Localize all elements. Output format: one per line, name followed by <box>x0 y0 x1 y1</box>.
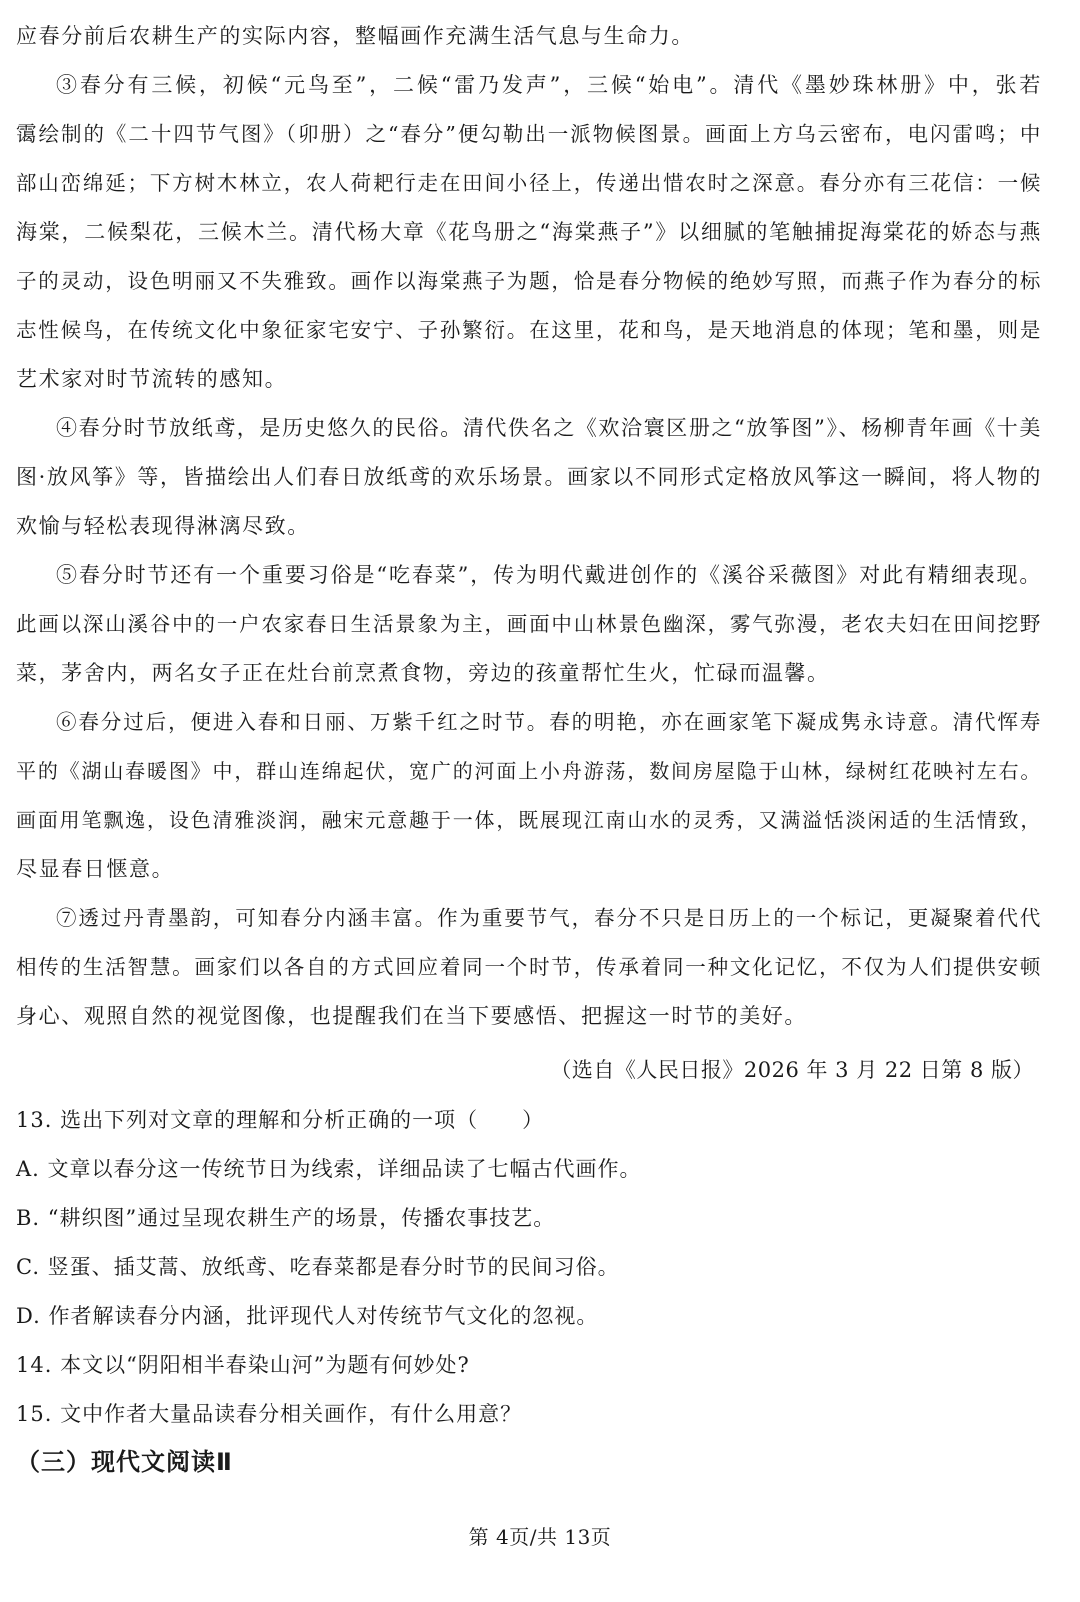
article-line: 海棠，二候梨花，三候木兰。清代杨大章《花鸟册之“海棠燕子”》以细腻的笔触捕捉海棠花的娇态与燕 <box>16 220 1042 244</box>
article-line: 子的灵动，设色明丽又不失雅致。画作以海棠燕子为题，恰是春分物候的绝妙写照，而燕子作为春分的标 <box>16 269 1042 293</box>
article-line: ④春分时节放纸鸢，是历史悠久的民俗。清代佚名之《欢洽寰区册之“放筝图”》、杨柳青年画《十美 <box>56 416 1042 440</box>
article-line: 平的《湖山春暖图》中，群山连绵起伏，宽广的河面上小舟游荡，数间房屋隐于山林，绿树红花映衬左右。 <box>16 759 1042 783</box>
article-line: 菜，茅舍内，两名女子正在灶台前烹煮食物，旁边的孩童帮忙生火，忙碌而温馨。 <box>16 661 830 685</box>
article-line: 尽显春日惬意。 <box>16 857 175 881</box>
answer-option: B. “耕织图”通过呈现农耕生产的场景，传播农事技艺。 <box>16 1206 556 1230</box>
article-line: 志性候鸟，在传统文化中象征家宅安宁、子孙繁衍。在这里，花和鸟，是天地消息的体现；笔和墨，则是 <box>16 318 1042 342</box>
article-body <box>16 12 1042 1041</box>
question-item: 14. 本文以“阴阳相半春染山河”为题有何妙处? <box>16 1353 470 1377</box>
article-line: 部山峦绵延；下方树木林立，农人荷耙行走在田间小径上，传递出惜农时之深意。春分亦有三花信：一候 <box>16 171 1042 195</box>
article-line: 相传的生活智慧。画家们以各自的方式回应着同一个时节，传承着同一种文化记忆，不仅为人们提供安顿 <box>16 955 1042 979</box>
answer-option: D. 作者解读春分内涵，批评现代人对传统节气文化的忽视。 <box>16 1304 599 1328</box>
question-item: 13. 选出下列对文章的理解和分析正确的一项（ ） <box>16 1108 545 1132</box>
article-line: ⑤春分时节还有一个重要习俗是“吃春菜”，传为明代戴进创作的《溪谷采薇图》对此有精细表现。 <box>56 563 1042 587</box>
page-number: 第 4页/共 13页 <box>468 1525 612 1549</box>
answer-option: A. 文章以春分这一传统节日为线索，详细品读了七幅古代画作。 <box>16 1157 642 1181</box>
section-heading: （三）现代文阅读Ⅱ <box>16 1448 233 1476</box>
article-line: ③春分有三候，初候“元鸟至”，二候“雷乃发声”，三候“始电”。清代《墨妙珠林册》中，张若 <box>56 73 1042 97</box>
article-source: （选自《人民日报》2026 年 3 月 22 日第 8 版） <box>550 1058 1034 1082</box>
question-item: 15. 文中作者大量品读春分相关画作，有什么用意？ <box>16 1402 523 1426</box>
article-line: ⑥春分过后，便进入春和日丽、万紫千红之时节。春的明艳，亦在画家笔下凝成隽永诗意。清代恽寿 <box>56 710 1042 734</box>
answer-option: C. 竖蛋、插艾蒿、放纸鸢、吃春菜都是春分时节的民间习俗。 <box>16 1255 620 1279</box>
article-line: 霭绘制的《二十四节气图》（卯册）之“春分”便勾勒出一派物候图景。画面上方乌云密布，电闪雷鸣；中 <box>16 122 1042 146</box>
article-line: 应春分前后农耕生产的实际内容，整幅画作充满生活气息与生命力。 <box>16 24 694 48</box>
article-line: 图·放风筝》等，皆描绘出人们春日放纸鸢的欢乐场景。画家以不同形式定格放风筝这一瞬间，将人物的 <box>16 465 1042 489</box>
article-line: 欢愉与轻松表现得淋漓尽致。 <box>16 514 310 538</box>
article-line: ⑦透过丹青墨韵，可知春分内涵丰富。作为重要节气，春分不只是日历上的一个标记，更凝聚着代代 <box>56 906 1042 930</box>
article-line: 此画以深山溪谷中的一户农家春日生活景象为主，画面中山林景色幽深，雾气弥漫，老农夫妇在田间挖野 <box>16 612 1042 636</box>
question-list <box>16 1096 1046 1439</box>
article-line: 画面用笔飘逸，设色清雅淡润，融宋元意趣于一体，既展现江南山水的灵秀，又满溢恬淡闲适的生活情致， <box>16 808 1042 832</box>
article-line: 身心、观照自然的视觉图像，也提醒我们在当下要感悟、把握这一时节的美好。 <box>16 1004 807 1028</box>
article-line: 艺术家对时节流转的感知。 <box>16 367 288 391</box>
